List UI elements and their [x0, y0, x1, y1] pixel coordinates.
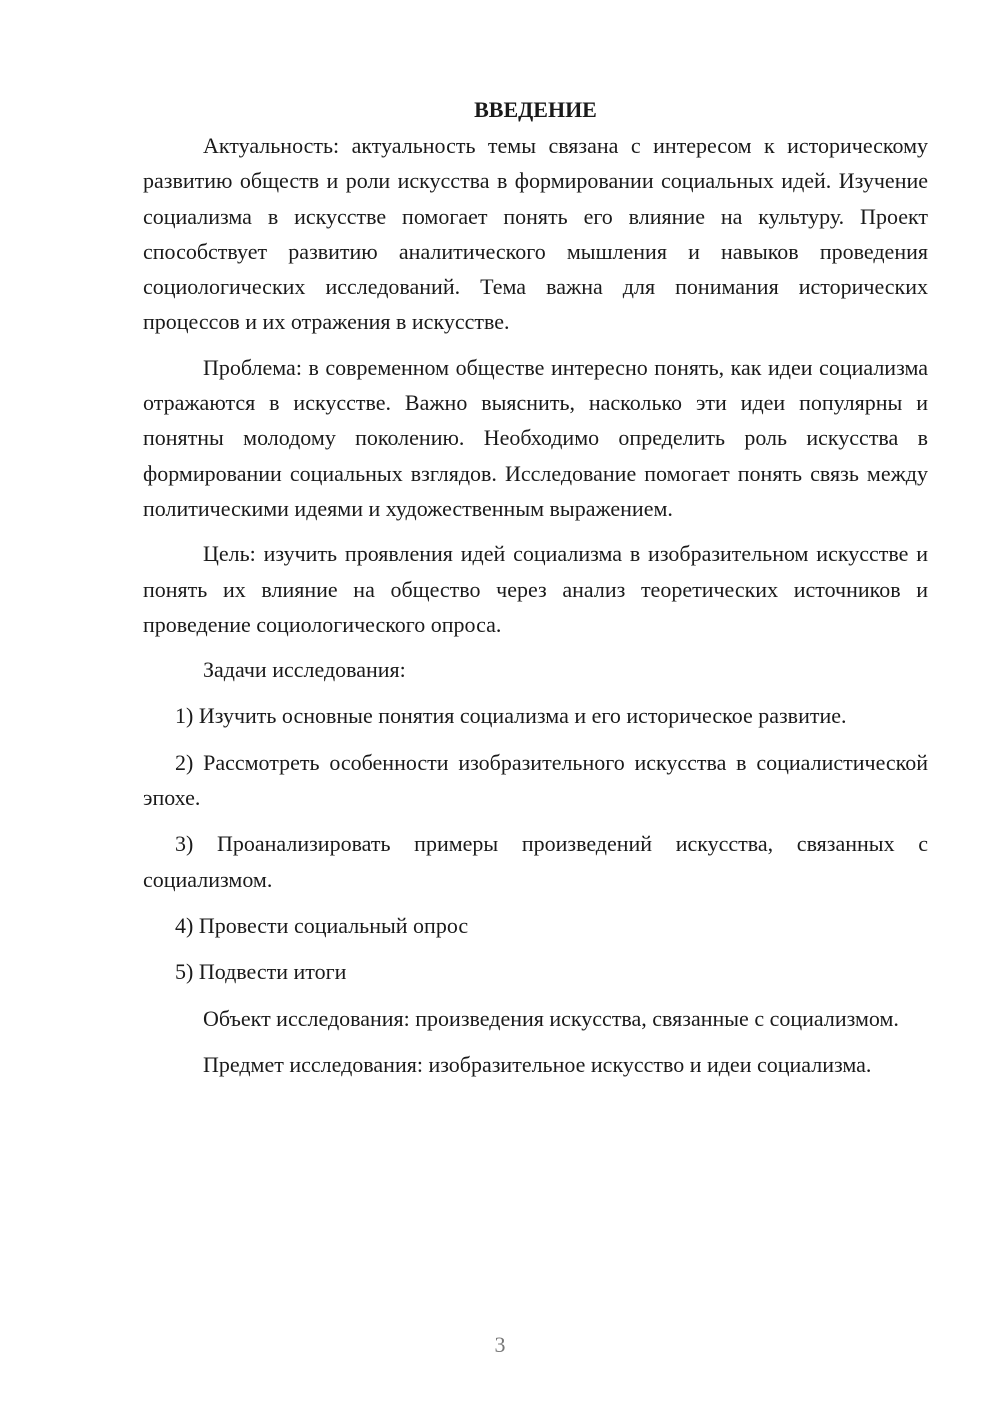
task-item-4: 4) Провести социальный опрос — [175, 912, 469, 938]
page-number: 3 — [494, 1332, 506, 1357]
document-page — [143, 94, 928, 1082]
task-item-3: 3) Проанализировать примеры произведений искусства, связанных с социализмом. — [143, 831, 928, 892]
paragraph-object: Объект исследования: произведения искусства, связанные с социализмом. — [203, 1005, 899, 1031]
document-title: ВВЕДЕНИЕ — [474, 97, 597, 122]
task-item-2: 2) Рассмотреть особенности изобразительного искусства в социалистической эпохе. — [143, 749, 928, 811]
paragraph-subject: Предмет исследования: изобразительное искусство и идеи социализма. — [203, 1051, 872, 1077]
task-item-1: 1) Изучить основные понятия социализма и его историческое развитие. — [175, 703, 847, 729]
tasks-heading: Задачи исследования: — [203, 657, 406, 683]
paragraph-relevance: Актуальность: актуальность темы связана с интересом к историческому развитию обществ и роли искусства в формировании социальных идей. Изучение социализма в искусстве помогает понять его влияние на культуру. Проект способствует развитию аналитического мышления и навыков проведения социологических исследований. Тема важна для понимания исторических процессов и их отражения в искусстве. — [143, 133, 928, 335]
task-item-5: 5) Подвести итоги — [175, 959, 347, 985]
paragraph-goal: Цель: изучить проявления идей социализма в изобразительном искусстве и понять их влияние на общество через анализ теоретических источников и проведение социологического опроса. — [143, 541, 928, 637]
paragraph-problem: Проблема: в современном обществе интересно понять, как идеи социализма отражаются в искусстве. Важно выяснить, насколько эти идеи популярны и понятны молодому поколению. Необходимо определить роль искусства в формировании социальных взглядов. Исследование помогает понять связь между политическими идеями и художественным выражением. — [143, 354, 928, 521]
